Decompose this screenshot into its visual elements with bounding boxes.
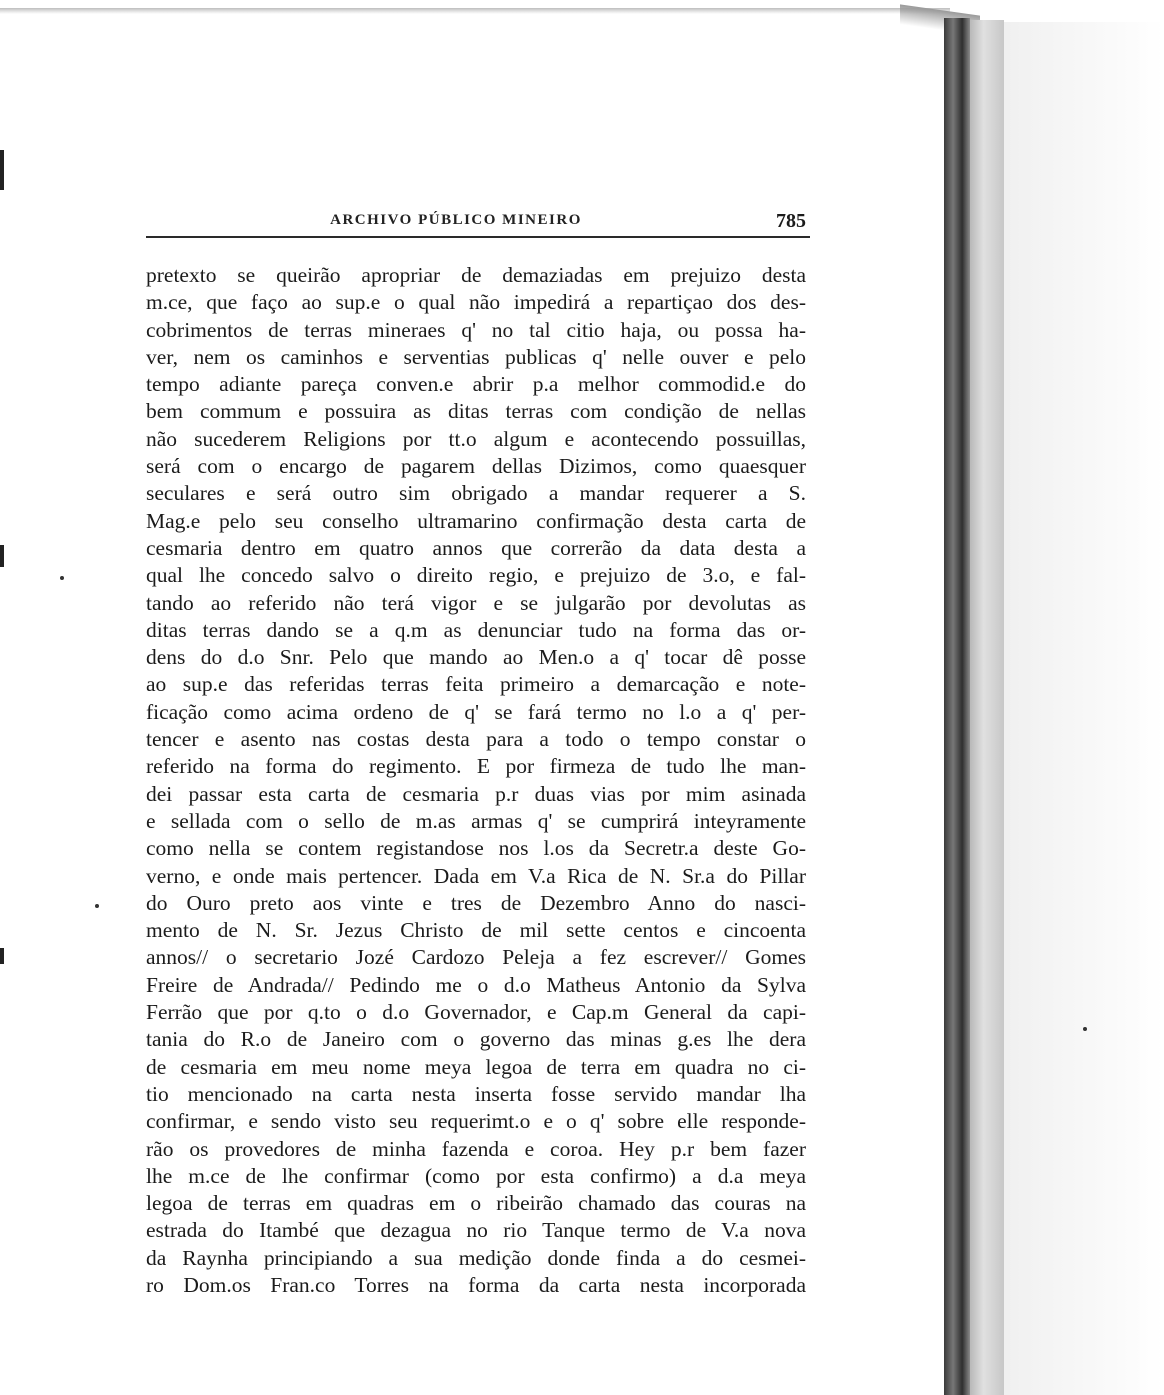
scan-left-mark <box>0 545 4 567</box>
scan-top-edge <box>0 8 950 14</box>
text-line: da Raynha principiando a sua medição donde finda a do cesmei- <box>146 1245 806 1270</box>
text-line: Mag.e pelo seu conselho ultramarino confirmação desta carta de <box>146 508 806 533</box>
book-spine-edge <box>970 20 1004 1395</box>
text-line: de cesmaria em meu nome meya legoa de terra em quadra no ci- <box>146 1054 806 1079</box>
text-line: cobrimentos de terras mineraes q' no tal citio haja, ou possa ha- <box>146 317 806 342</box>
text-line: tando ao referido não terá vigor e se julgarão por devolutas as <box>146 590 806 615</box>
book-spine-shadow <box>944 18 970 1395</box>
text-line: tencer e asento nas costas desta para a todo o tempo constar o <box>146 727 806 752</box>
running-title: ARCHIVO PÚBLICO MINEIRO <box>330 212 582 228</box>
body-text <box>146 262 806 1299</box>
page-number: 785 <box>776 210 806 232</box>
text-line: dei passar esta carta de cesmaria p.r duas vias por mim asinada <box>146 781 806 806</box>
text-line: ditas terras dando se a q.m as denunciar tudo na forma das or- <box>146 617 806 642</box>
header-rule <box>146 236 810 238</box>
scan-speck <box>95 904 99 908</box>
scan-speck <box>1083 1027 1087 1031</box>
text-line: bem commum e possuira as ditas terras com condição de nellas <box>146 399 806 424</box>
text-line: será com o encargo de pagarem dellas Dizimos, como quaesquer <box>146 454 806 479</box>
text-line: não sucederem Religions por tt.o algum e acontecendo possuillas, <box>146 426 806 451</box>
text-line: confirmar, e sendo visto seu requerimt.o e o q' sobre elle responde- <box>146 1109 806 1134</box>
text-line: Freire de Andrada// Pedindo me o d.o Matheus Antonio da Sylva <box>146 972 806 997</box>
text-line: mento de N. Sr. Jezus Christo de mil sette centos e cincoenta <box>146 918 806 943</box>
text-line: annos// o secretario Jozé Cardozo Peleja a fez escrever// Gomes <box>146 945 806 970</box>
text-line: ver, nem os caminhos e serventias publicas q' nelle ouver e pelo <box>146 344 806 369</box>
scan-left-mark <box>0 948 4 964</box>
text-line: do Ouro preto aos vinte e tres de Dezembro Anno do nasci- <box>146 890 806 915</box>
text-line: ao sup.e das referidas terras feita primeiro a demarcação e note- <box>146 672 806 697</box>
scan-right-margin <box>1004 22 1164 1395</box>
text-line: lhe m.ce de lhe confirmar (como por esta confirmo) a d.a meya <box>146 1163 806 1188</box>
text-line: verno, e onde mais pertencer. Dada em V.a Rica de N. Sr.a do Pillar <box>146 863 806 888</box>
text-line: e sellada com o sello de m.as armas q' se cumprirá inteyramente <box>146 808 806 833</box>
text-line: estrada do Itambé que dezagua no rio Tanque termo de V.a nova <box>146 1218 806 1243</box>
text-line: como nella se contem registandose nos l.os da Secretr.a deste Go- <box>146 836 806 861</box>
text-line: qual lhe concedo salvo o direito regio, e prejuizo de 3.o, e fal- <box>146 563 806 588</box>
text-line: tempo adiante pareça conven.e abrir p.a melhor commodid.e do <box>146 372 806 397</box>
text-line: pretexto se queirão apropriar de demaziadas em prejuizo desta <box>146 263 806 287</box>
text-line: m.ce, que faço ao sup.e o qual não impedirá a repartiçao dos des- <box>146 290 806 315</box>
scan-left-mark <box>0 150 4 190</box>
text-line: dens do d.o Snr. Pelo que mando ao Men.o a q' tocar dê posse <box>146 645 806 670</box>
text-line: seculares e será outro sim obrigado a mandar requerer a S. <box>146 481 806 506</box>
text-line: legoa de terras em quadras em o ribeirão chamado das couras na <box>146 1191 806 1216</box>
text-line: Ferrão que por q.to o d.o Governador, e Cap.m General da capi- <box>146 1000 806 1025</box>
text-line: rão os provedores de minha fazenda e coroa. Hey p.r bem fazer <box>146 1136 806 1161</box>
text-line: tania do R.o de Janeiro com o governo das minas g.es lhe dera <box>146 1027 806 1052</box>
text-line: tio mencionado na carta nesta inserta fosse servido mandar lha <box>146 1081 806 1106</box>
text-line: referido na forma do regimento. E por firmeza de tudo lhe man- <box>146 754 806 779</box>
text-line: ficação como acima ordeno de q' se fará termo no l.o a q' per- <box>146 699 806 724</box>
text-line: cesmaria dentro em quatro annos que correrão da data desta a <box>146 535 806 560</box>
text-line: ro Dom.os Fran.co Torres na forma da carta nesta incorporada <box>146 1272 806 1297</box>
scan-speck <box>60 576 64 580</box>
